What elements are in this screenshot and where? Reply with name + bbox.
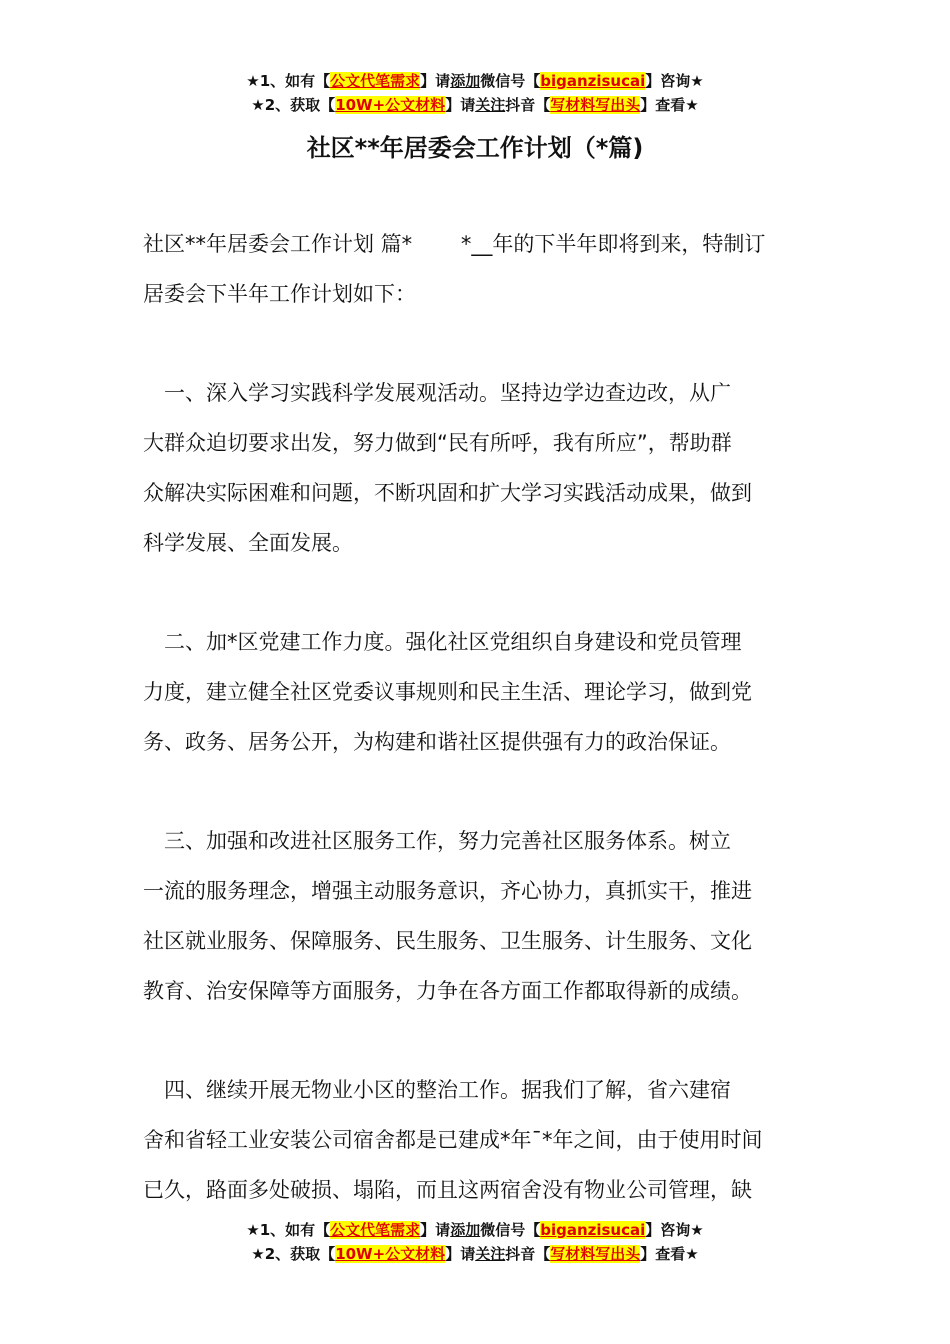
paragraph	[143, 617, 813, 767]
paragraph-line: 已久，路面多处破损、塌陷，而且这两宿舍没有物业公司管理，缺	[143, 1178, 752, 1202]
promo-line-2: ★2、获取【10W+公文材料】请关注抖音【写材料写出头】查看★	[251, 1245, 699, 1263]
promo-line-1: ★1、如有【公文代笔需求】请添加微信号【biganzisucai】咨询★	[246, 1221, 704, 1239]
paragraph-gap	[143, 1016, 813, 1065]
paragraph-gap	[143, 568, 813, 617]
paragraph-line: 力度，建立健全社区党委议事规则和民主生活、理论学习，做到党	[143, 680, 752, 704]
paragraph-line: 二、加*区党建工作力度。强化社区党组织自身建设和党员管理	[143, 630, 742, 654]
paragraph-line: 大群众迫切要求出发，努力做到“民有所呼，我有所应”，帮助群	[143, 431, 732, 455]
promo-line-1: ★1、如有【公文代笔需求】请添加微信号【biganzisucai】咨询★	[246, 72, 704, 90]
paragraph-line: 一流的服务理念，增强主动服务意识，齐心协力，真抓实干，推进	[143, 879, 752, 903]
paragraph-line: 四、继续开展无物业小区的整治工作。据我们了解，省六建宿	[143, 1078, 731, 1102]
paragraph	[143, 368, 813, 568]
paragraph-line: 众解决实际困难和问题，不断巩固和扩大学习实践活动成果，做到	[143, 481, 752, 505]
paragraph-line: 舍和省轻工业安装公司宿舍都是已建成*年¯*年之间，由于使用时间	[143, 1128, 763, 1152]
document-title: 社区**年居委会工作计划（*篇)	[306, 134, 644, 162]
paragraph	[143, 219, 813, 319]
promo-banner-bottom	[0, 1218, 950, 1266]
paragraph-gap	[143, 319, 813, 368]
paragraph	[143, 816, 813, 1016]
paragraph-line: 三、加强和改进社区服务工作，努力完善社区服务体系。树立	[143, 829, 731, 853]
paragraph-line: 社区就业服务、保障服务、民生服务、卫生服务、计生服务、文化	[143, 929, 752, 953]
paragraph-line: 一、深入学习实践科学发展观活动。坚持边学边查边改，从广	[143, 381, 731, 405]
promo-line-2: ★2、获取【10W+公文材料】请关注抖音【写材料写出头】查看★	[251, 96, 699, 114]
paragraph-gap	[143, 767, 813, 816]
paragraph	[143, 1065, 813, 1215]
paragraph-line: 社区**年居委会工作计划 篇* *__年的下半年即将到来，特制订	[143, 232, 766, 256]
paragraph-line: 居委会下半年工作计划如下：	[143, 282, 416, 306]
paragraph-line: 务、政务、居务公开，为构建和谐社区提供强有力的政治保证。	[143, 730, 731, 754]
paragraph-line: 科学发展、全面发展。	[143, 531, 353, 555]
paragraph-line: 教育、治安保障等方面服务，力争在各方面工作都取得新的成绩。	[143, 979, 752, 1003]
document-body	[143, 219, 813, 1215]
promo-banner-top	[0, 69, 950, 117]
